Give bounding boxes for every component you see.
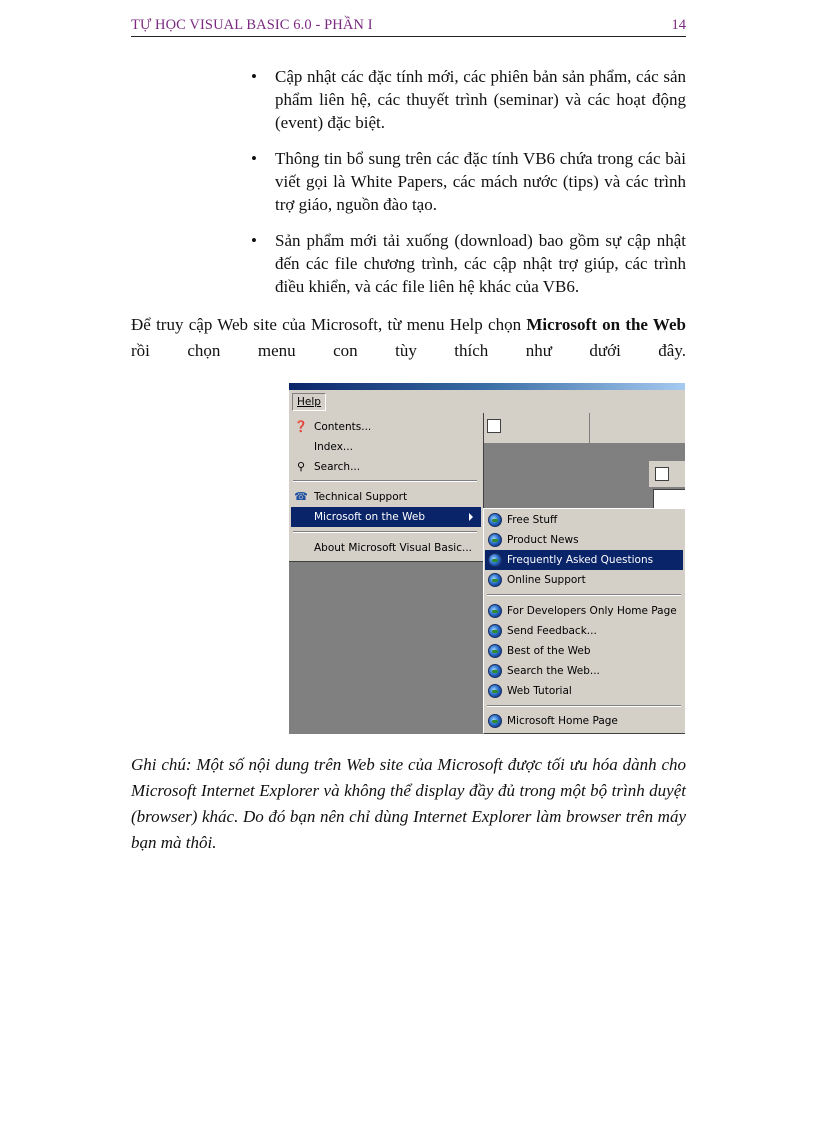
menu-separator	[293, 531, 477, 533]
menu-item-index[interactable]: Index...	[314, 441, 353, 453]
globe-icon	[488, 533, 502, 547]
property-field	[653, 489, 685, 509]
menu-item-microsoft-on-the-web[interactable]: Microsoft on the Web	[291, 507, 481, 527]
submenu-item-best-of-web[interactable]: Best of the Web	[485, 641, 683, 661]
globe-icon	[488, 714, 502, 728]
submenu-item-search-web[interactable]: Search the Web...	[485, 661, 683, 681]
menu-separator	[293, 480, 477, 482]
properties-panel	[649, 461, 685, 487]
menu-item-search[interactable]: ⚲ Search...	[291, 457, 481, 477]
submenu-item-send-feedback[interactable]: Send Feedback...	[485, 621, 683, 641]
globe-icon	[488, 604, 502, 618]
globe-icon	[488, 513, 502, 527]
submenu-arrow-icon	[469, 513, 473, 521]
bullet-list	[248, 65, 686, 311]
list-item: • Sản phẩm mới tải xuống (download) bao gồm sự cập nhật đến các file chương trình, các cập nhật trợ giúp, các trình điều khiển, và các file liên hệ khác của VB6.	[251, 231, 686, 296]
menu-path-bold: Microsoft on the Web	[526, 315, 686, 334]
globe-icon	[488, 684, 502, 698]
globe-icon	[488, 644, 502, 658]
submenu-item-home-page[interactable]: Microsoft Home Page	[485, 711, 683, 731]
toolbar-panel	[483, 413, 685, 443]
binoculars-icon: ⚲	[296, 460, 306, 473]
note-paragraph: Ghi chú: Một số nội dung trên Web site của Microsoft được tối ưu hóa dành cho Microsoft Internet Explorer và không thể display đầy đủ trong một bộ trình duyệt (browser) khác. Do đó bạn nên chỉ dùng Internet Explorer làm browser trên máy bạn mà thôi.	[131, 755, 686, 852]
submenu-item-free-stuff[interactable]: Free Stuff	[485, 510, 683, 530]
globe-icon	[488, 573, 502, 587]
globe-icon	[488, 624, 502, 638]
window-titlebar	[289, 383, 685, 390]
submenu-item-product-news[interactable]: Product News	[485, 530, 683, 550]
list-item: • Thông tin bổ sung trên các đặc tính VB6 chứa trong các bài viết gọi là White Papers, các mách nước (tips) và các trình trợ giáo, nguồn đào tạo.	[251, 149, 686, 214]
instruction-paragraph: Để truy cập Web site của Microsoft, từ menu Help chọn Microsoft on the Web rồi chọn menu con tùy thích như dưới đây.	[131, 315, 686, 360]
page-number: 14	[671, 17, 686, 33]
bullet-icon: •	[251, 67, 257, 86]
menu-item-about[interactable]: About Microsoft Visual Basic...	[314, 542, 472, 554]
bullet-icon: •	[251, 149, 257, 168]
menu-help[interactable]: Help	[292, 393, 326, 411]
help-dropdown	[289, 413, 484, 562]
help-menu-screenshot	[289, 383, 685, 734]
toolbar-icon	[487, 419, 501, 433]
menu-item-contents[interactable]: ❓ Contents...	[294, 420, 372, 433]
header-title: TỰ HỌC VISUAL BASIC 6.0 - PHẦN I	[131, 17, 373, 33]
bullet-icon: •	[251, 231, 257, 250]
menu-separator	[487, 705, 681, 707]
submenu-item-web-tutorial[interactable]: Web Tutorial	[485, 681, 683, 701]
submenu-item-developers[interactable]: For Developers Only Home Page	[485, 601, 683, 621]
page-header	[131, 14, 686, 37]
support-icon: ☎	[294, 490, 308, 503]
toolbox-icon	[655, 467, 669, 481]
globe-icon	[488, 553, 502, 567]
globe-icon	[488, 664, 502, 678]
list-item: • Cập nhật các đặc tính mới, các phiên bản sản phẩm, các sản phẩm liên hệ, các thuyết trình (seminar) và các hoạt động (event) đặc biệt.	[251, 67, 686, 132]
menu-item-technical-support[interactable]: ☎ Technical Support	[294, 490, 408, 503]
submenu-item-faq[interactable]: Frequently Asked Questions	[485, 550, 683, 570]
menu-separator	[487, 594, 681, 596]
help-book-icon: ❓	[294, 420, 308, 433]
menu-bar	[289, 390, 685, 414]
submenu-item-online-support[interactable]: Online Support	[485, 570, 683, 590]
web-submenu	[483, 508, 685, 734]
